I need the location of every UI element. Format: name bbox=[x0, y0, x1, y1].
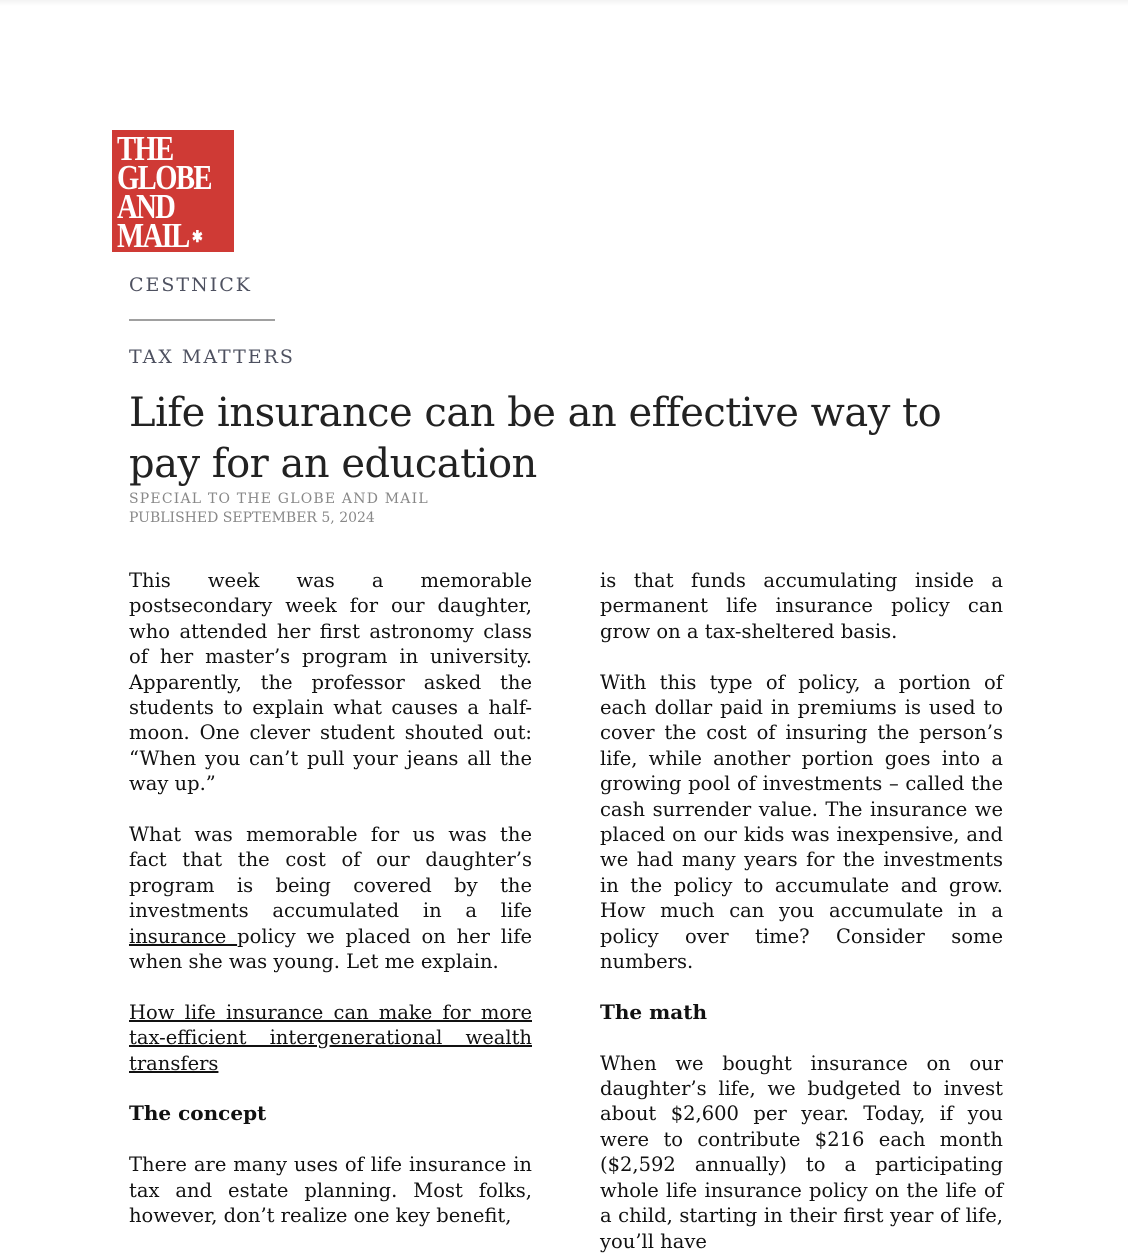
logo-line-2: GLOBE bbox=[117, 158, 211, 197]
globe-and-mail-logo[interactable] bbox=[112, 130, 234, 252]
published-date: PUBLISHED SEPTEMBER 5, 2024 bbox=[129, 510, 375, 526]
paragraph-text: policy we placed on her life when she was young. Let me explain. bbox=[129, 924, 532, 974]
paragraph: With this type of policy, a portion of each dollar paid in premiums is used to cover the cost of insuring the person’s life, while another portion goes into a growing pool of investments – called the cash surrender value. The insurance we placed on our kids was inexpensive, and we had many years for the investments in the policy to accumulate and grow. How much can you accumulate in a policy over time? Consider some numbers. bbox=[600, 670, 1003, 974]
logo-line-4: MAIL bbox=[117, 216, 189, 252]
insurance-link[interactable]: insurance bbox=[129, 924, 238, 948]
article-headline: Life insurance can be an effective way to pay for an education bbox=[129, 390, 942, 487]
logo-line-3: AND bbox=[117, 187, 175, 226]
logo-line-1: THE bbox=[117, 130, 173, 168]
paragraph: When we bought insurance on our daughter’s life, we budgeted to invest about $2,600 per year. Today, if you were to contribute $216 each month ($2,592 annually) to a participating whole life insurance policy on the life of a child, starting in their first year of life, you’ll have bbox=[600, 1051, 1003, 1253]
paragraph: This week was a memorable postsecondary week for our daughter, who attended her first astronomy class of her master’s program in university. Apparently, the professor asked the students to explain what causes a half-moon. One clever student shouted out: “When you can’t pull your jeans all the way up.” bbox=[129, 569, 532, 796]
paragraph-text: What was memorable for us was the fact that the cost of our daughter’s program is being covered by the investments accumulated in a life bbox=[129, 823, 532, 923]
subheading-concept: The concept bbox=[129, 1101, 267, 1126]
paragraph: There are many uses of life insurance in tax and estate planning. Most folks, however, don’t realize one key benefit, bbox=[129, 1153, 532, 1228]
article-column-left bbox=[129, 568, 532, 1229]
byline: SPECIAL TO THE GLOBE AND MAIL bbox=[129, 491, 429, 507]
paragraph bbox=[129, 822, 532, 974]
section-label[interactable]: TAX MATTERS bbox=[129, 346, 295, 368]
maple-leaf-icon: ✱ bbox=[191, 229, 203, 246]
related-article-paragraph bbox=[129, 1000, 532, 1076]
divider bbox=[129, 319, 275, 321]
article-column-right bbox=[600, 568, 1003, 1254]
logo-line-4-wrap bbox=[117, 216, 213, 252]
paragraph: is that funds accumulating inside a permanent life insurance policy can grow on a tax-sheltered basis. bbox=[600, 569, 1003, 643]
author-label[interactable]: CESTNICK bbox=[129, 274, 252, 296]
page-top-shadow bbox=[0, 0, 1128, 6]
related-article-link[interactable]: How life insurance can make for more tax-efficient intergenerational wealth transfers bbox=[129, 1000, 532, 1075]
subheading-math: The math bbox=[600, 999, 708, 1024]
